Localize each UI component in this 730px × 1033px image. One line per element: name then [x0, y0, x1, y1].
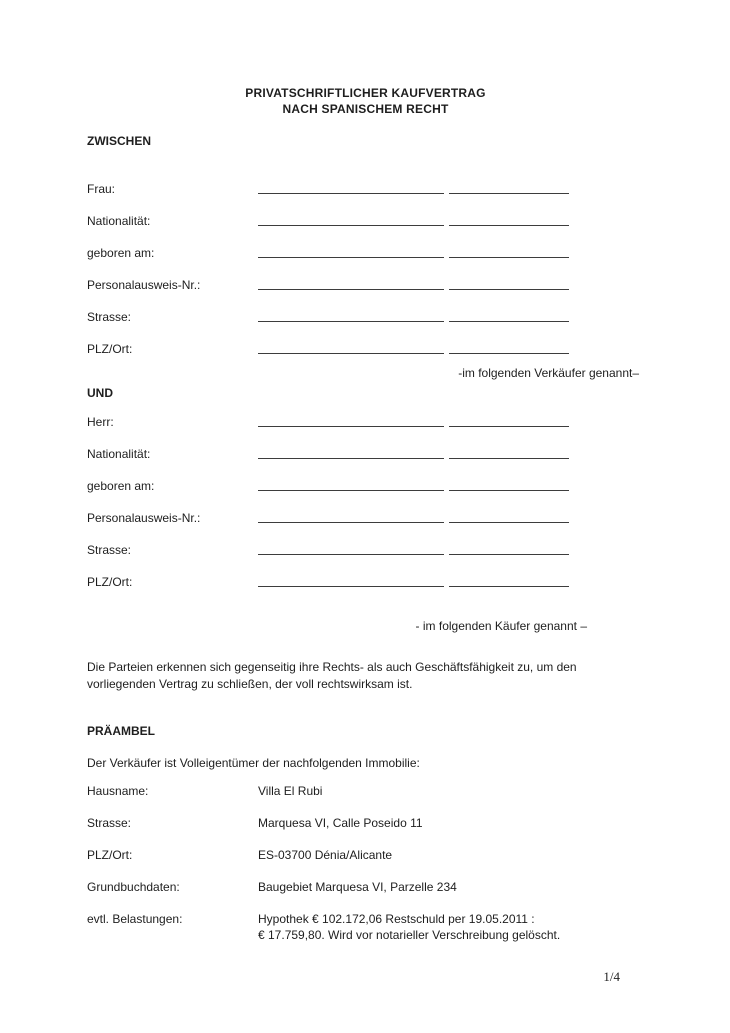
blank-line — [258, 321, 569, 325]
property-value: Baugebiet Marquesa VI, Parzelle 234 — [258, 880, 457, 894]
seller-note: -im folgenden Verkäufer genannt– — [458, 366, 639, 380]
page-number: 1/4 — [603, 969, 620, 984]
property-value: Villa El Rubi — [258, 784, 323, 798]
property-row-strasse — [87, 815, 644, 831]
section-heading-praeambel: PRÄAMBEL — [87, 724, 155, 738]
blank-line-segment — [449, 353, 569, 354]
field-label: Herr: — [87, 415, 114, 429]
blank-line-segment — [449, 490, 569, 491]
blank-line-segment — [258, 522, 444, 523]
field-label: Nationalität: — [87, 214, 151, 228]
blank-line-segment — [258, 426, 444, 427]
property-label: Strasse: — [87, 816, 132, 830]
blank-line — [258, 554, 569, 558]
blank-line — [258, 490, 569, 494]
property-value: ES-03700 Dénia/Alicante — [258, 848, 393, 862]
property-value: Marquesa VI, Calle Poseido 11 — [258, 816, 423, 830]
field-row-buyer-geboren-am — [87, 478, 644, 494]
blank-line-segment — [258, 225, 444, 226]
blank-line-segment — [449, 257, 569, 258]
field-label: Strasse: — [87, 543, 132, 557]
blank-line-segment — [258, 289, 444, 290]
blank-line — [258, 353, 569, 357]
blank-line — [258, 458, 569, 462]
blank-line-segment — [258, 257, 444, 258]
blank-line — [258, 426, 569, 430]
field-row-seller-geboren-am — [87, 245, 644, 261]
field-row-buyer-strasse — [87, 542, 644, 558]
blank-line-segment — [449, 554, 569, 555]
blank-line-segment — [449, 426, 569, 427]
field-row-buyer-plz-ort — [87, 574, 644, 590]
title-line-2: NACH SPANISCHEM RECHT — [282, 101, 449, 116]
field-label: PLZ/Ort: — [87, 342, 133, 356]
property-row-belastungen — [87, 911, 644, 943]
capacity-paragraph: Die Parteien erkennen sich gegenseitig ihre Rechts- als auch Geschäftsfähigkeit zu, um den vorliegenden Vertrag zu schließen, der voll rechtswirksam ist. — [87, 660, 577, 691]
blank-line — [258, 193, 569, 197]
field-label: Frau: — [87, 182, 116, 196]
document-title — [87, 86, 644, 117]
field-row-seller-nationalitaet — [87, 213, 644, 229]
title-line-1: PRIVATSCHRIFTLICHER KAUFVERTRAG — [245, 86, 486, 100]
property-row-grundbuchdaten — [87, 879, 644, 895]
field-row-seller-ausweis — [87, 277, 644, 293]
blank-line-segment — [449, 289, 569, 290]
blank-line — [258, 289, 569, 293]
blank-line-segment — [449, 193, 569, 194]
field-label: Strasse: — [87, 310, 132, 324]
blank-line-segment — [449, 458, 569, 459]
blank-line-segment — [258, 586, 444, 587]
field-label: Personalausweis-Nr.: — [87, 278, 201, 292]
field-label: geboren am: — [87, 479, 155, 493]
property-label: evtl. Belastungen: — [87, 912, 183, 926]
property-label: Hausname: — [87, 784, 149, 798]
blank-line — [258, 257, 569, 261]
field-label: Personalausweis-Nr.: — [87, 511, 201, 525]
blank-line-segment — [258, 490, 444, 491]
field-row-seller-plz-ort — [87, 341, 644, 357]
field-row-seller-frau — [87, 181, 644, 197]
property-value-line2: € 17.759,80. Wird vor notarieller Verschreibung gelöscht. — [258, 928, 561, 942]
blank-line-segment — [258, 353, 444, 354]
blank-line-segment — [449, 522, 569, 523]
field-label: geboren am: — [87, 246, 155, 260]
field-label: Nationalität: — [87, 447, 151, 461]
field-row-buyer-nationalitaet — [87, 446, 644, 462]
blank-line-segment — [449, 321, 569, 322]
blank-line — [258, 586, 569, 590]
property-row-hausname — [87, 783, 644, 799]
section-heading-zwischen: ZWISCHEN — [87, 134, 151, 148]
buyer-note: - im folgenden Käufer genannt – — [415, 619, 587, 633]
property-row-plz-ort — [87, 847, 644, 863]
property-value — [258, 911, 560, 943]
blank-line — [258, 225, 569, 229]
preamble-intro: Der Verkäufer ist Volleigentümer der nachfolgenden Immobilie: — [87, 756, 420, 770]
field-row-seller-strasse — [87, 309, 644, 325]
blank-line-segment — [258, 193, 444, 194]
blank-line-segment — [258, 458, 444, 459]
blank-line-segment — [449, 225, 569, 226]
field-row-buyer-herr — [87, 414, 644, 430]
field-row-buyer-ausweis — [87, 510, 644, 526]
blank-line-segment — [258, 554, 444, 555]
section-heading-und: UND — [87, 386, 113, 400]
blank-line — [258, 522, 569, 526]
field-label: PLZ/Ort: — [87, 575, 133, 589]
property-label: Grundbuchdaten: — [87, 880, 180, 894]
property-label: PLZ/Ort: — [87, 848, 133, 862]
property-value-line1: Hypothek € 102.172,06 Restschuld per 19.05.2011 : — [258, 912, 535, 926]
blank-line-segment — [449, 586, 569, 587]
blank-line-segment — [258, 321, 444, 322]
